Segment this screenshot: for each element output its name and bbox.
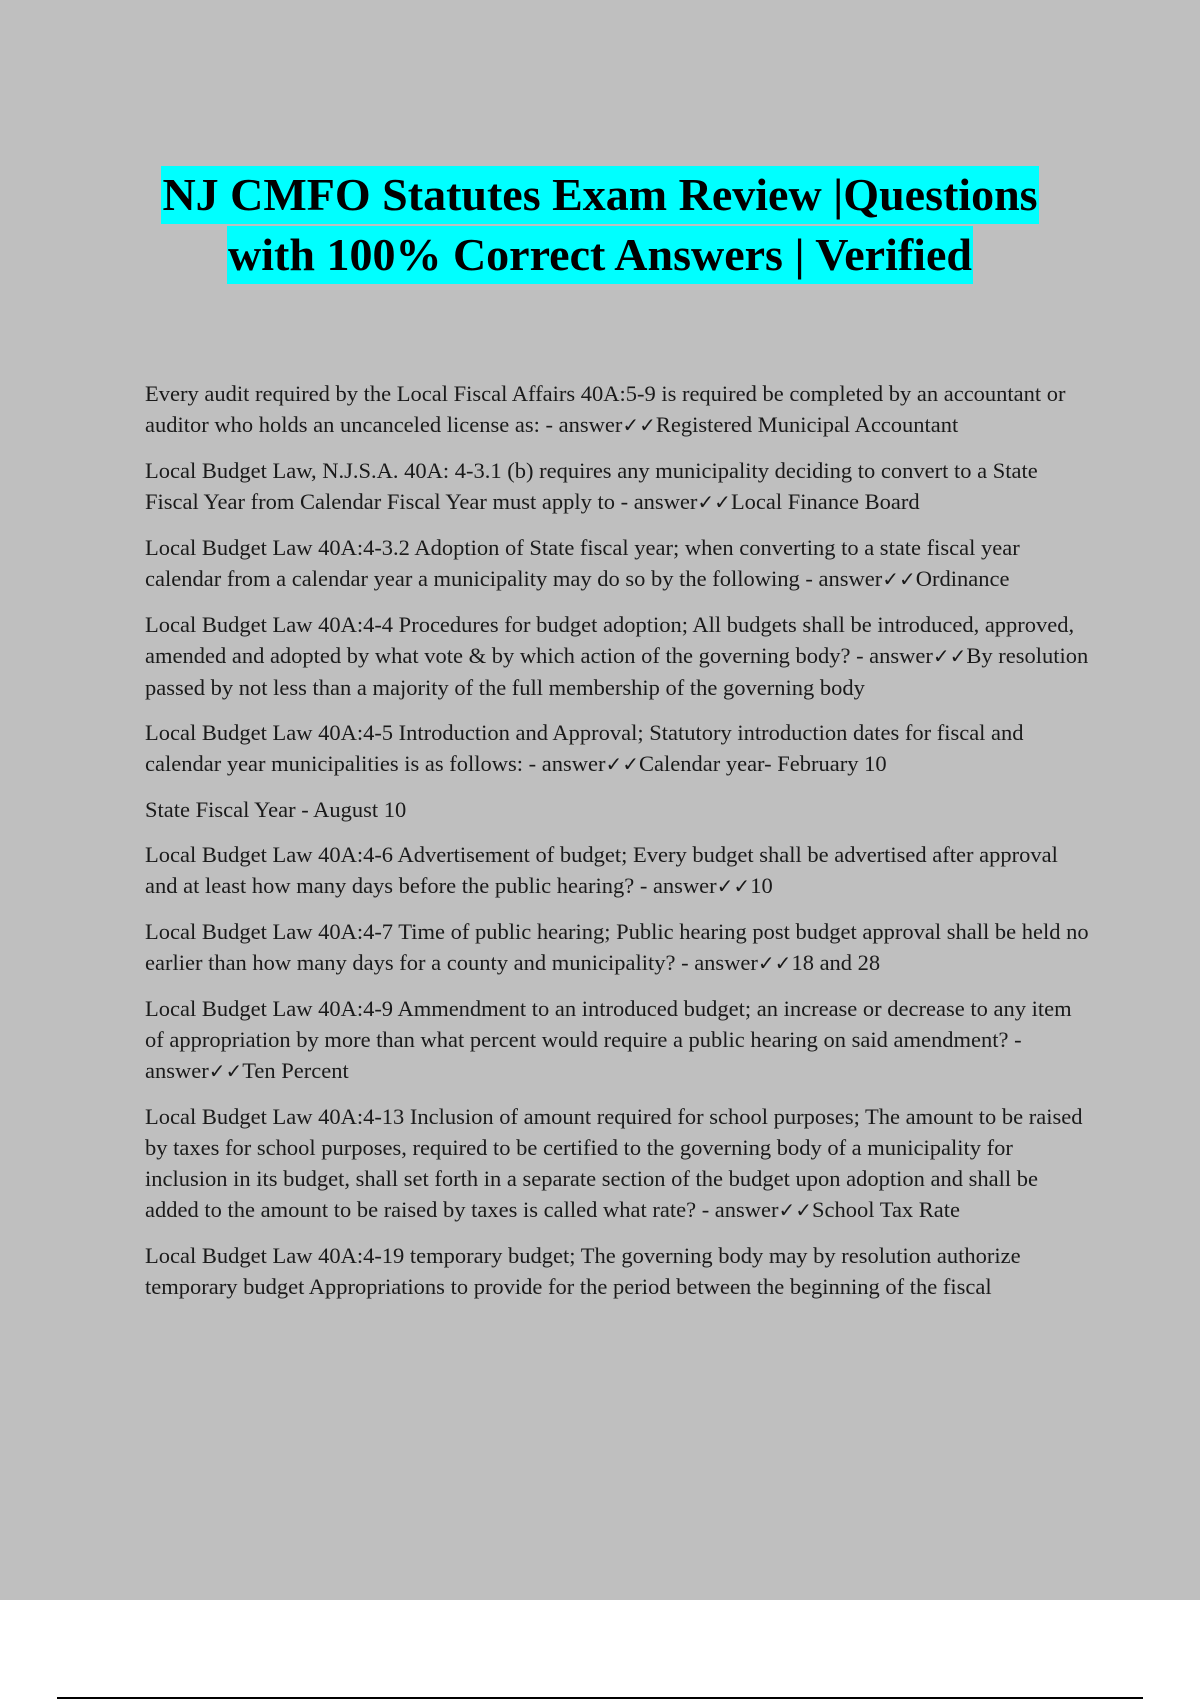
answer-label: - answer: [614, 489, 698, 514]
answer-label: - answer: [523, 751, 606, 776]
qa-item: [145, 532, 1095, 595]
double-check-icon: ✓✓: [208, 1059, 243, 1083]
answer-text: Registered Municipal Accountant: [655, 412, 959, 437]
answer-text: Ten Percent: [242, 1058, 349, 1083]
footer-divider: [57, 1697, 1143, 1699]
double-check-icon: ✓✓: [932, 644, 967, 668]
question-text: Local Budget Law 40A:4-7 Time of public hearing; Public hearing post budget approval shall be held no earlier than how many days for a county and municipality?: [145, 919, 1089, 975]
title-line-1: NJ CMFO Statutes Exam Review |Questions: [161, 166, 1038, 224]
double-check-icon: ✓✓: [882, 567, 916, 591]
answer-label: - answer: [145, 1027, 1022, 1083]
answer-label: - answer: [850, 643, 933, 668]
qa-item: [145, 993, 1095, 1087]
answer-label: - answer: [696, 1197, 779, 1222]
qa-item: [145, 609, 1095, 703]
answer-text: By resolution passed by not less than a majority of the full membership of the governing body: [145, 643, 1089, 700]
answer-label: - answer: [675, 950, 758, 975]
answer-text: Local Finance Board: [730, 489, 920, 514]
answer-label: - answer: [539, 412, 623, 437]
answer-text: Calendar year- February 10: [639, 751, 887, 776]
answer-text: 10: [750, 873, 773, 898]
question-text: Local Budget Law 40A:4-4 Procedures for budget adoption; All budgets shall be introduced, approved, amended and adopted by what vote & by which action of the governing body?: [145, 612, 1075, 668]
question-text: Local Budget Law, N.J.S.A. 40A: 4-3.1 (b) requires any municipality deciding to convert to a State Fiscal Year from Calendar Fiscal Year must apply to: [145, 458, 1038, 514]
qa-item: [145, 1101, 1095, 1226]
double-check-icon: ✓✓: [697, 490, 731, 514]
question-text: Local Budget Law 40A:4-3.2 Adoption of State fiscal year; when converting to a state fiscal year calendar from a calendar year a municipality may do so by the following: [145, 535, 1020, 591]
qa-item: [145, 378, 1095, 441]
qa-item: [145, 839, 1095, 902]
qa-item: [145, 717, 1095, 780]
question-text: Local Budget Law 40A:4-6 Advertisement of budget; Every budget shall be advertised after approval and at least how many days before the public hearing?: [145, 842, 1058, 898]
title-line-2: with 100% Correct Answers | Verified: [227, 226, 973, 284]
double-check-icon: ✓✓: [778, 1198, 813, 1222]
question-text: Every audit required by the Local Fiscal Affairs 40A:5-9 is required be completed by an accountant or auditor who holds an uncanceled license as:: [145, 381, 1066, 437]
plain-paragraph: State Fiscal Year - August 10: [145, 797, 407, 822]
answer-text: School Tax Rate: [812, 1197, 961, 1222]
qa-item: [145, 455, 1095, 518]
page-title: [0, 166, 1200, 284]
plain-paragraph: Local Budget Law 40A:4-19 temporary budget; The governing body may by resolution authorize temporary budget Appropriations to provide for the period between the beginning of the fiscal: [145, 1243, 1021, 1299]
double-check-icon: ✓✓: [622, 413, 656, 437]
question-text: Local Budget Law 40A:4-9 Ammendment to an introduced budget; an increase or decrease to any item of appropriation by more than what percent would require a public hearing on said amendment?: [145, 996, 1072, 1052]
qa-item: [145, 916, 1095, 979]
answer-text: Ordinance: [915, 566, 1010, 591]
double-check-icon: ✓✓: [757, 951, 792, 975]
question-answer-list: [145, 378, 1095, 1316]
double-check-icon: ✓✓: [605, 752, 639, 776]
double-check-icon: ✓✓: [716, 874, 751, 898]
question-text: Local Budget Law 40A:4-13 Inclusion of amount required for school purposes; The amount to be raised by taxes for school purposes, required to be certified to the governing body of a municipality for inclusion in its budget, shall set forth in a separate section of the budget upon adoption and shall be added to the amount to be raised by taxes is called what rate?: [145, 1104, 1083, 1222]
answer-label: - answer: [799, 566, 883, 591]
answer-label: - answer: [634, 873, 717, 898]
answer-text: 18 and 28: [791, 950, 881, 975]
question-text: Local Budget Law 40A:4-5 Introduction and Approval; Statutory introduction dates for fiscal and calendar year municipalities is as follows:: [145, 720, 1024, 776]
